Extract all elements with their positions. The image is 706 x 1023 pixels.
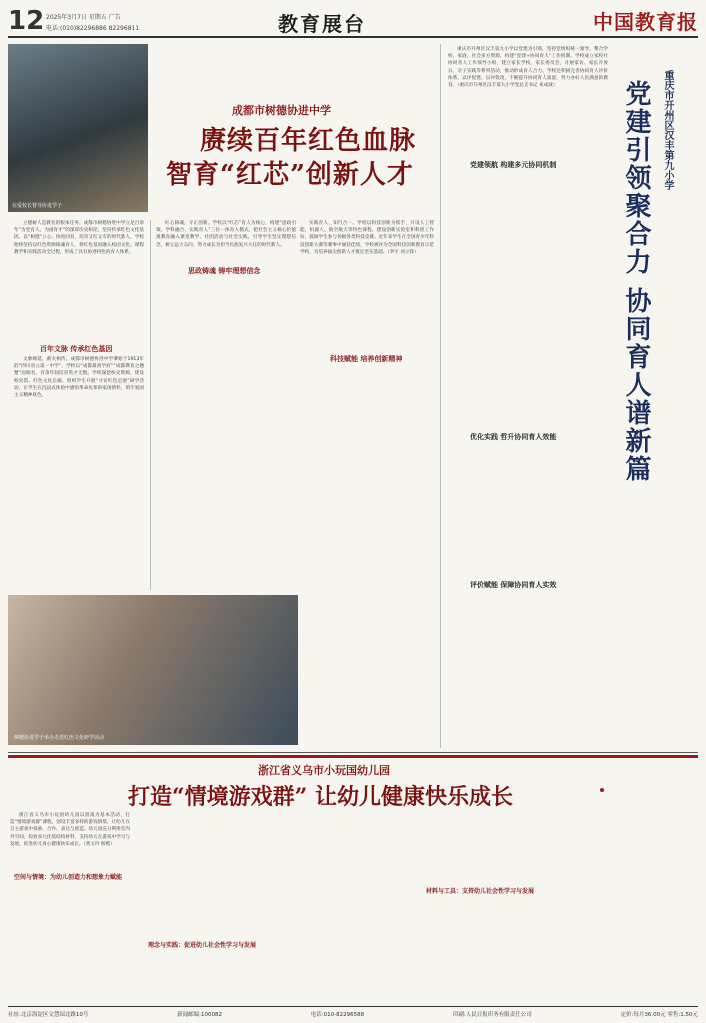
right-sub-heading-3: 评价赋能 保障协同育人实效 xyxy=(470,581,557,589)
bottom-article-kicker: 浙江省义乌市小玩国幼儿园 xyxy=(258,764,390,777)
right-sub-heading-1: 党建领航 构建多元协同机制 xyxy=(470,161,557,169)
student-photo-bottom xyxy=(8,595,298,745)
top-sub-heading-3: 科技赋能 培养创新精神 xyxy=(330,355,403,363)
top-sub-heading-2: 思政铸魂 铸牢理想信念 xyxy=(188,267,261,275)
footer-print: 印刷:人民日报印务有限责任公司 xyxy=(452,1012,532,1018)
col3-text: 红心铸魂，守正创新。学校以“红芯”育人为核心，构建“思政引领、学科融合、实践育人”三位一体育人模式，把社会主义核心价值观教育融入课堂教学、社团活动与社会实践，引导学生坚定理想信念，树立远大志向，努力成长为担当民族复兴大任的时代新人。 xyxy=(156,221,296,248)
bottom-article-col1 xyxy=(10,812,130,1002)
right-divider xyxy=(440,44,441,748)
bottom-sub-heading-2: 理念与实践：促进幼儿社会性学习与发展 xyxy=(148,942,257,949)
col4-text: 实践育人，知行合一。学校以科技创新为抓手，开设人工智能、机器人、航空航天等特色课程，建设创新实验室和科创工作坊，鼓励学生参与各级各类科技竞赛。近年来学生在全国青少年科技创新大赛等赛事中屡获佳绩，学校被评为全国科技创新教育示范学校，为培养拔尖创新人才奠定坚实基础。（李宇 刘立锋） xyxy=(300,221,434,255)
top-headline-line2: 智育“红芯”创新人才 xyxy=(166,160,414,190)
masthead-logo: 中国教育报 xyxy=(593,10,698,34)
top-article-col4 xyxy=(300,220,434,740)
bottom-rule-thick xyxy=(8,755,698,758)
right-col-text: 重庆市开州区汉丰第九小学以党建为引领，坚持党组织统一领导，整合学校、家庭、社会多方资源，构建“党建+协同育人”工作机制。学校成立家校社协同育人工作领导小组，建立家长学校、家长委员会，开展家访、家长开放日、亲子实践等系列活动，推动形成育人合力。学校还积极完善协同育人评价体系，以评促建、以评促改，不断提升协同育人质量，努力办好人民满意的教育。（重庆市开州区汉丰第九小学党总支书记 朱成波） xyxy=(448,47,608,89)
footer-phone: 电话:010-82296588 xyxy=(310,1012,365,1018)
bottom-sub-heading-3: 材料与工具：支持幼儿社会性学习与发展 xyxy=(426,888,535,895)
photo-caption-bottom: 树德协进学子举办走进红色文化研学活动 xyxy=(14,735,105,741)
top-sub-heading-1: 百年文脉 传承红色基因 xyxy=(40,345,113,353)
section-title: 教育展台 xyxy=(278,12,366,36)
page-footer xyxy=(8,1006,698,1018)
photo-caption-top: 在爱校长督导协进学子 xyxy=(12,203,63,209)
footer-address: 社址:北京海淀区文慧园北路10号 xyxy=(8,1012,89,1018)
column-divider xyxy=(150,220,151,590)
footer-price: 定价:每月36.00元 零售:1.50元 xyxy=(620,1012,698,1018)
top-headline-line1: 赓续百年红色血脉 xyxy=(200,126,417,156)
top-article-kicker: 成都市树德协进中学 xyxy=(232,104,331,117)
page-header xyxy=(8,6,698,38)
bottom-col-text: 浙江省义乌市小玩国幼儿园以游戏为基本活动，打造“情境游戏群”课程，创设丰富多样的游戏情境，让幼儿在自主游戏中探索、合作、表达与创造。幼儿园充分利用室内外空间，投放多元化低结构材料，支持幼儿在游戏中学习与发展，促进幼儿身心健康快乐成长。（黄玉玲 杨熙） xyxy=(10,813,130,847)
right-article-headline: 党建引领聚合力 协同育人谱新篇 xyxy=(621,80,651,484)
editor-line: 电话:(010)82296886 82296811 xyxy=(46,25,140,32)
right-sub-heading-2: 优化实践 哲升协同育人效能 xyxy=(470,433,557,441)
col2-text: 文脉绵延，薪火相传。成都市树德协进中学肇始于1913年的“四川省立第一中学”，学校以“成都最高学府”“成都教育之翘楚”而闻名，百余年间培育英才无数。学校深挖校史资源，建设校史馆、红色文化长廊，组织学生开展“寻访红色足迹”研学活动，让学生在沉浸式体验中感悟革命先辈的家国情怀，筑牢爱国主义精神底色。 xyxy=(14,357,144,399)
page-number: 12 xyxy=(8,6,45,36)
student-photo-top xyxy=(8,44,148,212)
col1-text: 立德树人是教育的根本任务。成都市树德协进中学立足百余年“为党育人、为国育才”的深厚历史积淀，坚持传承红色文化基因，以“树德”立心、协进同育，培育又红又专的时代新人。学校始终坚持以红色资源铸魂育人，将红色基因融入校园文化、课程教学和实践活动全过程，形成了具有协进特色的育人体系。 xyxy=(14,221,144,255)
right-article-kicker: 重庆市开州区汉丰第九小学 xyxy=(662,70,673,190)
top-article-col1 xyxy=(14,220,144,336)
bottom-marker xyxy=(600,788,604,792)
date-line: 2025年3月7日 星期五 广告 xyxy=(46,14,121,21)
bottom-article-headline: 打造“情境游戏群” 让幼儿健康快乐成长 xyxy=(128,784,513,810)
bottom-rule-thin xyxy=(8,752,698,753)
right-article-col1 xyxy=(448,46,608,746)
top-article-col3 xyxy=(156,220,296,480)
top-article-col2 xyxy=(14,356,144,588)
footer-post: 新闻邮编:100082 xyxy=(177,1012,222,1018)
bottom-sub-heading-1: 空间与情境：为幼儿创造力和想象力赋能 xyxy=(14,874,123,881)
